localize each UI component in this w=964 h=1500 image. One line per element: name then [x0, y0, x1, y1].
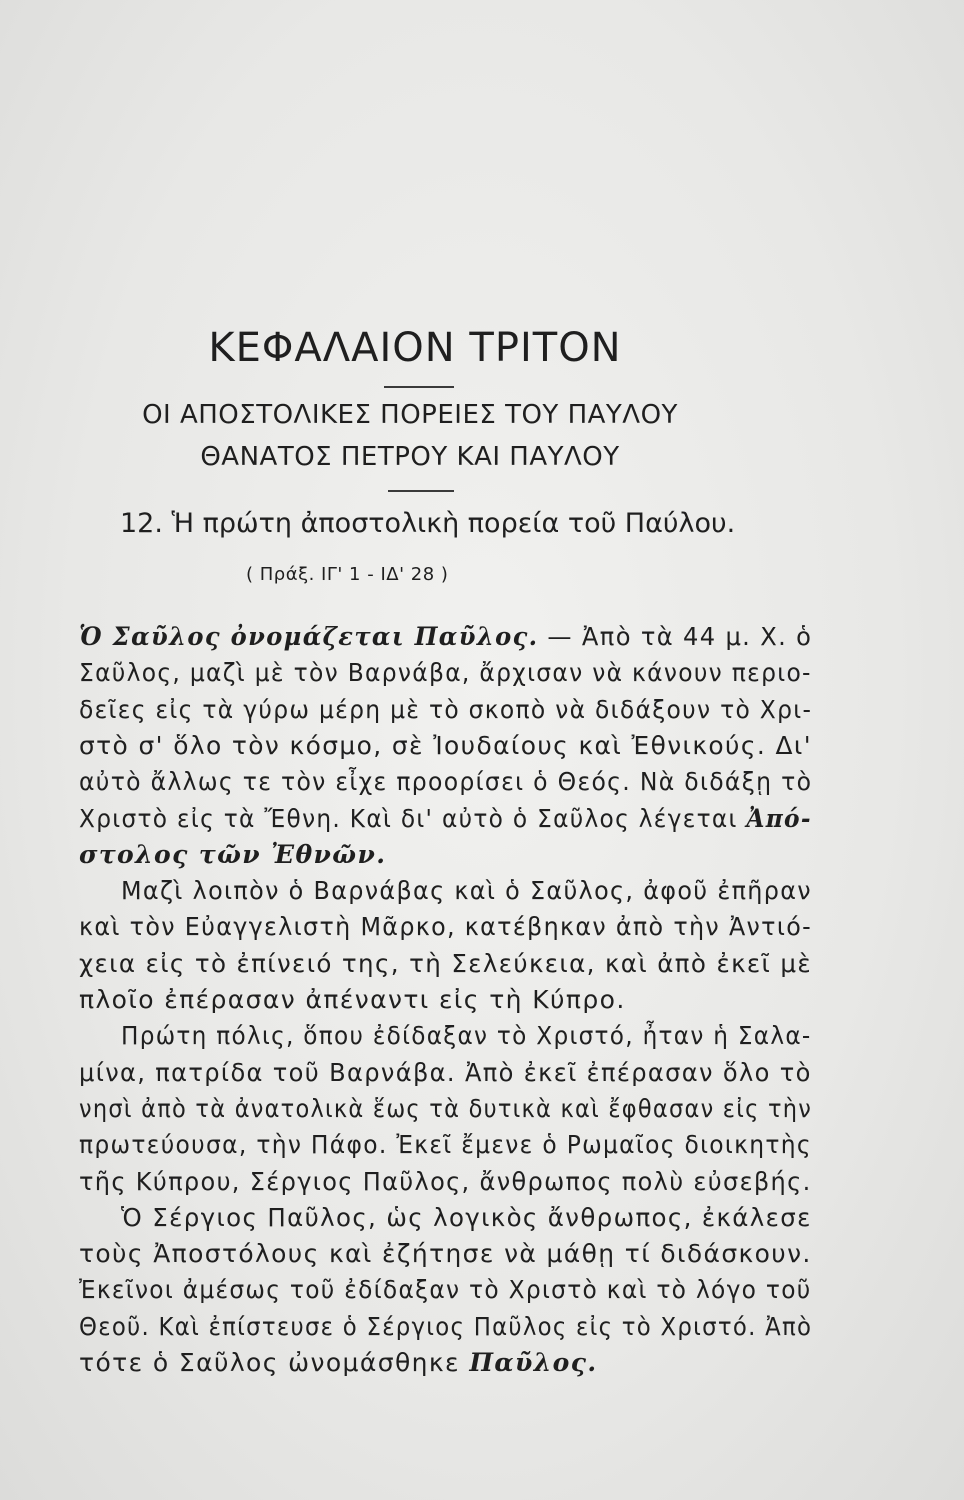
italic-phrase: Παῦλος.: [469, 1348, 598, 1377]
text-line: [79, 731, 812, 760]
text-line: [79, 840, 386, 869]
italic-phrase: στολος τῶν Ἐθνῶν.: [79, 839, 387, 869]
line-text: χεια εἰς τὸ ἐπίνειό της, τὴ Σελεύκεια, καὶ ἀπὸ ἐκεῖ μὲ: [79, 948, 813, 978]
subtitle-line-1: ΟΙ ΑΠΟΣΤΟΛΙΚΕΣ ΠΟΡΕΙΕΣ ΤΟΥ ΠΑΥΛΟΥ: [142, 400, 678, 430]
chapter-title: ΚΕΦΑΛΑΙΟΝ ΤΡΙΤΟΝ: [208, 325, 622, 371]
line-text: μίνα, πατρίδα τοῦ Βαρνάβα. Ἀπὸ ἐκεῖ ἐπέρασαν ὅλο τὸ: [79, 1057, 812, 1087]
text-line: [79, 912, 812, 941]
subtitle-rule: [388, 490, 454, 492]
line-text: Σαῦλος, μαζὶ μὲ τὸν Βαρνάβα, ἄρχισαν νὰ κάνουν περιο-: [79, 658, 812, 688]
text-line: [79, 949, 812, 978]
italic-phrase: Ἀπό-: [746, 803, 812, 833]
italic-phrase: Ὁ Σαῦλος ὀνομάζεται Παῦλος.: [79, 622, 539, 651]
line-text: πλοῖο ἐπέρασαν ἀπέναντι εἰς τὴ Κύπρο.: [79, 985, 626, 1014]
text-line: [79, 658, 812, 687]
text-line: [79, 1312, 812, 1341]
text-line: [79, 1239, 812, 1268]
line-text: καὶ τὸν Εὐαγγελιστὴ Μᾶρκο, κατέβηκαν ἀπὸ τὴν Ἀντιό-: [79, 912, 813, 942]
subtitle-line-2: ΘΑΝΑΤΟΣ ΠΕΤΡΟΥ ΚΑΙ ΠΑΥΛΟΥ: [200, 442, 620, 472]
title-rule: [384, 386, 454, 388]
line-text: τότε ὁ Σαῦλος ὠνομάσθηκε: [79, 1348, 470, 1377]
text-line: [79, 804, 812, 833]
line-text: Πρώτη πόλις, ὅπου ἐδίδαξαν τὸ Χριστό, ἦταν ἡ Σαλα-: [121, 1021, 812, 1051]
line-text: Μαζὶ λοιπὸν ὁ Βαρνάβας καὶ ὁ Σαῦλος, ἀφοῦ ἐπῆραν: [121, 876, 812, 906]
text-line: [79, 622, 812, 651]
line-text: τοὺς Ἀποστόλους καὶ ἐζήτησε νὰ μάθῃ τί διδάσκουν.: [79, 1239, 812, 1269]
line-text: αὐτὸ ἄλλως τε τὸν εἶχε προορίσει ὁ Θεός. Νὰ διδάξῃ τὸ: [79, 767, 813, 797]
text-line: [79, 985, 626, 1014]
line-text: πρωτεύουσα, τὴν Πάφο. Ἐκεῖ ἔμενε ὁ Ρωμαῖος διοικητὴς: [79, 1130, 812, 1160]
line-text: δεῖες εἰς τὰ γύρω μέρη μὲ τὸ σκοπὸ νὰ διδάξουν τὸ Χρι-: [79, 694, 813, 724]
line-text: Ὁ Σέργιος Παῦλος, ὡς λογικὸς ἄνθρωπος, ἐκάλεσε: [121, 1202, 812, 1232]
section-heading: 12. Ἡ πρώτη ἀποστολικὴ πορεία τοῦ Παύλου.: [120, 508, 736, 539]
text-line: [79, 1275, 812, 1304]
line-text: — Ἀπὸ τὰ 44 μ. Χ. ὁ: [538, 622, 813, 651]
line-text: τῆς Κύπρου, Σέργιος Παῦλος, ἄνθρωπος πολὺ εὐσεβής.: [79, 1166, 812, 1196]
text-line: [121, 1021, 812, 1050]
text-line: [121, 1203, 812, 1232]
text-line: [79, 1348, 597, 1377]
text-line: [79, 1167, 812, 1196]
text-line: [79, 1058, 812, 1087]
line-text: Χριστὸ εἰς τὰ Ἔθνη. Καὶ δι' αὐτὸ ὁ Σαῦλος λέγεται: [79, 803, 747, 833]
line-text: Θεοῦ. Καὶ ἐπίστευσε ὁ Σέργιος Παῦλος εἰς τὸ Χριστό. Ἀπὸ: [79, 1311, 813, 1341]
line-text: στὸ σ' ὅλο τὸν κόσμο, σὲ Ἰουδαίους καὶ Ἐθνικούς. Δι': [79, 730, 812, 760]
text-line: [79, 1130, 812, 1159]
text-line: [79, 1094, 812, 1123]
text-line: [121, 876, 812, 905]
scripture-reference: ( Πράξ. ΙΓ' 1 - ΙΔ' 28 ): [246, 564, 449, 585]
line-text: νησὶ ἀπὸ τὰ ἀνατολικὰ ἕως τὰ δυτικὰ καὶ ἔφθασαν εἰς τὴν: [79, 1093, 813, 1123]
line-text: Ἐκεῖνοι ἀμέσως τοῦ ἐδίδαξαν τὸ Χριστὸ καὶ τὸ λόγο τοῦ: [79, 1275, 812, 1305]
text-line: [79, 767, 812, 796]
text-line: [79, 695, 812, 724]
